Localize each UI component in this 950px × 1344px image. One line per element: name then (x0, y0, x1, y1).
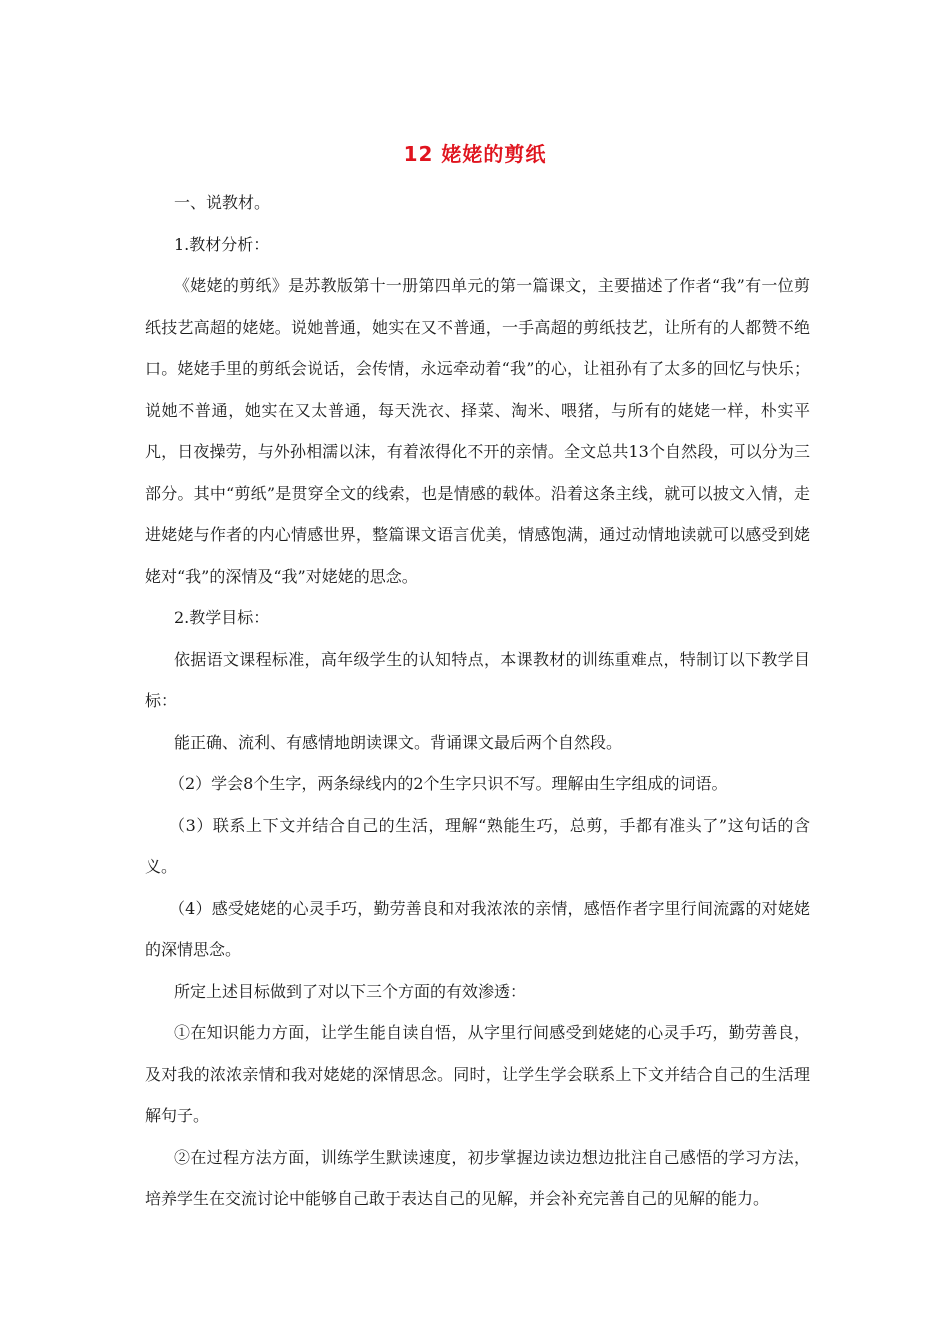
paragraph-aspects-intro: 所定上述目标做到了对以下三个方面的有效渗透： (174, 981, 527, 1001)
goal-item-3: （3）联系上下文并结合自己的生活，理解“熟能生巧，总剪，手都有准头了”这句话的含义。 (145, 815, 810, 876)
section-heading-textbook: 一、说教材。 (174, 193, 271, 212)
goal-item-4: （4）感受姥姥的心灵手巧，勤劳善良和对我浓浓的亲情，感悟作者字里行间流露的对姥姥的深情思念。 (145, 898, 810, 959)
paragraph-analysis: 《姥姥的剪纸》是苏教版第十一册第四单元的第一篇课文，主要描述了作者“我”有一位剪纸技艺高超的姥姥。说她普通，她实在又不普通，一手高超的剪纸技艺，让所有的人都赞不绝口。姥姥手里的剪纸会说话，会传情，永远牵动着“我”的心，让祖孙有了太多的回忆与快乐；说她不普通，她实在又太普通，每天洗衣、择菜、淘米、喂猪，与所有的姥姥一样，朴实平凡，日夜操劳，与外孙相濡以沫，有着浓得化不开的亲情。全文总共13个自然段，可以分为三部分。其中“剪纸”是贯穿全文的线索，也是情感的载体。沿着这条主线，就可以披文入情，走进姥姥与作者的内心情感世界，整篇课文语言优美，情感饱满，通过动情地读就可以感受到姥姥对“我”的深情及“我”对姥姥的思念。 (145, 276, 810, 586)
document-body (145, 182, 810, 1220)
subheading-goals: 2.教学目标： (174, 608, 270, 627)
paragraph-goals-intro: 依据语文课程标准，高年级学生的认知特点，本课教材的训练重难点，特制订以下教学目标： (145, 649, 810, 710)
goal-item-1: 能正确、流利、有感情地朗读课文。背诵课文最后两个自然段。 (174, 732, 623, 752)
subheading-analysis: 1.教材分析： (174, 234, 270, 254)
aspect-item-1: ①在知识能力方面，让学生能自读自悟，从字里行间感受到姥姥的心灵手巧，勤劳善良，及对我的浓浓亲情和我对姥姥的深情思念。同时，让学生学会联系上下文并结合自己的生活理解句子。 (145, 1023, 810, 1125)
document-title: 12 姥姥的剪纸 (403, 142, 547, 166)
aspect-item-2: ②在过程方法方面，训练学生默读速度，初步掌握边读边想边批注自己感悟的学习方法，培养学生在交流讨论中能够自己敢于表达自己的见解，并会补充完善自己的见解的能力。 (145, 1147, 810, 1208)
goal-item-2: （2）学会8个生字，两条绿线内的2个生字只识不写。理解由生字组成的词语。 (169, 774, 728, 793)
